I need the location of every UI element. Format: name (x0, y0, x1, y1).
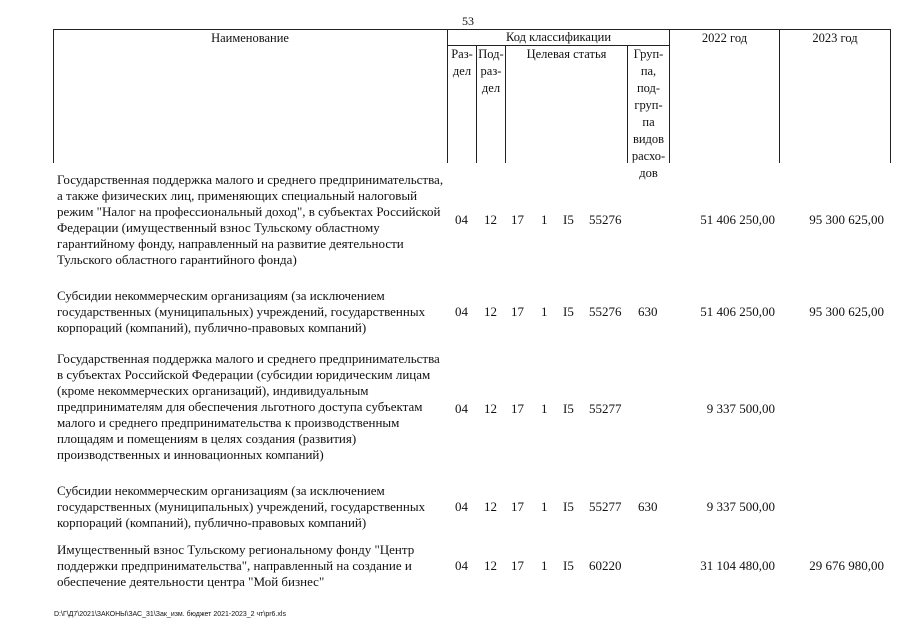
header-year-2023: 2023 год (812, 31, 858, 45)
cell-razdel: 04 (455, 212, 468, 227)
header-year-2022: 2022 год (701, 31, 748, 45)
cell-cs4: 55277 (589, 499, 622, 514)
header-target-item: Целевая статья (526, 47, 607, 61)
cell-2023: 29 676 980,00 (809, 558, 884, 573)
table-row (0, 483, 905, 533)
header-name: Наименование (211, 31, 289, 45)
cell-cs4: 55277 (589, 401, 622, 416)
cell-2022: 9 337 500,00 (706, 401, 775, 416)
header-section: Раз- дел (451, 47, 473, 78)
cell-2022: 31 104 480,00 (700, 558, 775, 573)
cell-cs2: 1 (541, 401, 548, 416)
table-row (0, 172, 905, 272)
cell-cs4: 55276 (589, 304, 622, 319)
cell-cs3: I5 (563, 558, 574, 573)
cell-cs2: 1 (541, 558, 548, 573)
header-subsection: Под- раз- дел (478, 47, 504, 95)
page-number: 53 (462, 14, 474, 28)
cell-cs1: 17 (511, 212, 524, 227)
cell-cs1: 17 (511, 499, 524, 514)
cell-cs2: 1 (541, 304, 548, 319)
cell-cs3: I5 (563, 212, 574, 227)
header-expense-group: Груп- па, под- груп- па видов расхо- дов (631, 47, 666, 180)
table-row (0, 351, 905, 466)
table-row (0, 542, 905, 592)
row-name: Субсидии некоммерческим организациям (за исключением государственных (муниципальных) учреждений, государственных корпораций (компаний), публично-правовых компаний) (57, 483, 426, 530)
table-row (0, 288, 905, 338)
cell-cs2: 1 (541, 212, 548, 227)
cell-vid: 630 (638, 304, 658, 319)
cell-podrazdel: 12 (484, 558, 497, 573)
cell-2022: 51 406 250,00 (700, 304, 775, 319)
cell-podrazdel: 12 (484, 499, 497, 514)
cell-2023: 95 300 625,00 (809, 212, 884, 227)
cell-podrazdel: 12 (484, 304, 497, 319)
cell-cs3: I5 (563, 401, 574, 416)
cell-cs4: 60220 (589, 558, 622, 573)
cell-podrazdel: 12 (484, 401, 497, 416)
cell-cs1: 17 (511, 401, 524, 416)
file-path-footer: D:\Г\Д7\2021\ЗАКОНЫ\ЗАС_31\Зак_изм. бюджет 2021-2023_2 чт\pr6.xls (54, 611, 286, 618)
cell-2022: 9 337 500,00 (706, 499, 775, 514)
cell-2023: 95 300 625,00 (809, 304, 884, 319)
cell-cs2: 1 (541, 499, 548, 514)
row-name: Имущественный взнос Тульскому региональному фонду "Центр поддержки предпринимательства", направленный на создание и обеспечение деятельности центра "Мой бизнес" (57, 542, 415, 589)
cell-cs3: I5 (563, 499, 574, 514)
cell-cs1: 17 (511, 558, 524, 573)
cell-razdel: 04 (455, 401, 468, 416)
cell-podrazdel: 12 (484, 212, 497, 227)
row-name: Субсидии некоммерческим организациям (за исключением государственных (муниципальных) учреждений, государственных корпораций (компаний), публично-правовых компаний) (57, 288, 426, 335)
cell-razdel: 04 (455, 558, 468, 573)
header-code-group: Код классификации (505, 30, 612, 44)
cell-razdel: 04 (455, 304, 468, 319)
cell-razdel: 04 (455, 499, 468, 514)
cell-cs1: 17 (511, 304, 524, 319)
table-header (53, 29, 891, 180)
row-name: Государственная поддержка малого и среднего предпринимательства в субъектах Российской Федерации (субсидии юридическим лицам (кроме некоммерческих организаций), индивидуальным предпринимателям для обеспечения льготного доступа субъектам малого и среднего предпринимательства к производственным площадям и помещениям в целях создания (развития) производственных и инновационных компаний) (57, 351, 440, 462)
cell-vid: 630 (638, 499, 658, 514)
cell-2022: 51 406 250,00 (700, 212, 775, 227)
cell-cs4: 55276 (589, 212, 622, 227)
cell-cs3: I5 (563, 304, 574, 319)
row-name: Государственная поддержка малого и среднего предпринимательства, а также физических лиц, применяющих специальный налоговый режим "Налог на профессиональный доход", в субъектах Российской Федерации (имущественный взнос Тульскому областному гарантийному фонду, направленный на развитие деятельности Тульского областного гарантийного фонда) (57, 172, 444, 267)
